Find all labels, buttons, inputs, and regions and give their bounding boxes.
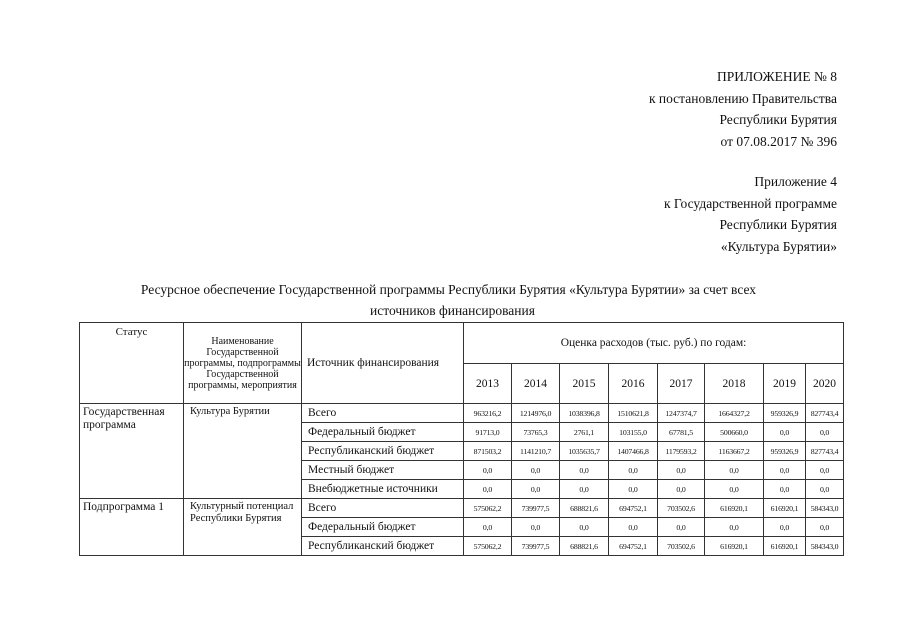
year-header: 2018 bbox=[705, 364, 764, 404]
document-title-line1: Ресурсное обеспечение Государственной программы Республики Бурятия «Культура Бурятии» за счет всех bbox=[140, 282, 757, 297]
expense-value: 0,0 bbox=[512, 461, 560, 480]
expense-value: 0,0 bbox=[658, 480, 705, 499]
expense-value: 827743,4 bbox=[806, 442, 844, 461]
expense-value: 694752,1 bbox=[609, 537, 658, 556]
expense-value: 616920,1 bbox=[764, 537, 806, 556]
funding-source: Республиканский бюджет bbox=[302, 537, 464, 556]
expense-value: 1407466,8 bbox=[609, 442, 658, 461]
expense-value: 0,0 bbox=[764, 518, 806, 537]
expense-value: 1664327,2 bbox=[705, 404, 764, 423]
expense-value: 616920,1 bbox=[705, 537, 764, 556]
year-header: 2020 bbox=[806, 364, 844, 404]
expense-value: 1141210,7 bbox=[512, 442, 560, 461]
expense-value: 959326,9 bbox=[764, 442, 806, 461]
expense-value: 2761,1 bbox=[560, 423, 609, 442]
expense-value: 0,0 bbox=[764, 423, 806, 442]
year-header: 2016 bbox=[609, 364, 658, 404]
expense-value: 0,0 bbox=[658, 461, 705, 480]
appendix-header bbox=[649, 66, 837, 152]
expense-value: 688821,6 bbox=[560, 537, 609, 556]
expense-value: 0,0 bbox=[806, 480, 844, 499]
funding-source: Республиканский бюджет bbox=[302, 442, 464, 461]
year-header: 2015 bbox=[560, 364, 609, 404]
program-republic: Республики Бурятия bbox=[719, 217, 837, 232]
expense-value: 0,0 bbox=[764, 461, 806, 480]
expense-value: 0,0 bbox=[464, 461, 512, 480]
expense-value: 91713,0 bbox=[464, 423, 512, 442]
expense-value: 1510621,8 bbox=[609, 404, 658, 423]
expense-value: 103155,0 bbox=[609, 423, 658, 442]
header-funding-source: Источник финансирования bbox=[302, 323, 464, 404]
expense-value: 1038396,8 bbox=[560, 404, 609, 423]
row-program-name: Культура Бурятии bbox=[184, 404, 302, 499]
expense-value: 0,0 bbox=[560, 518, 609, 537]
expense-value: 1179593,2 bbox=[658, 442, 705, 461]
header-expense-estimate: Оценка расходов (тыс. руб.) по годам: bbox=[464, 323, 844, 364]
funding-source: Федеральный бюджет bbox=[302, 423, 464, 442]
year-header: 2013 bbox=[464, 364, 512, 404]
expense-value: 963216,2 bbox=[464, 404, 512, 423]
expense-value: 0,0 bbox=[609, 461, 658, 480]
row-status: Государственная программа bbox=[80, 404, 184, 499]
appendix-number: ПРИЛОЖЕНИЕ № 8 bbox=[716, 69, 837, 84]
program-appendix-number: Приложение 4 bbox=[754, 174, 837, 189]
expense-value: 0,0 bbox=[764, 480, 806, 499]
expense-value: 1163667,2 bbox=[705, 442, 764, 461]
year-header: 2014 bbox=[512, 364, 560, 404]
expense-value: 0,0 bbox=[512, 480, 560, 499]
expense-value: 739977,5 bbox=[512, 537, 560, 556]
expense-value: 1214976,0 bbox=[512, 404, 560, 423]
expense-value: 616920,1 bbox=[705, 499, 764, 518]
expense-value: 0,0 bbox=[560, 461, 609, 480]
funding-source: Федеральный бюджет bbox=[302, 518, 464, 537]
funding-source: Всего bbox=[302, 404, 464, 423]
document-title-line2: источников финансирования bbox=[370, 303, 535, 318]
expense-value: 0,0 bbox=[464, 518, 512, 537]
expense-value: 1247374,7 bbox=[658, 404, 705, 423]
funding-source: Местный бюджет bbox=[302, 461, 464, 480]
expense-value: 0,0 bbox=[806, 461, 844, 480]
expense-value: 575062,2 bbox=[464, 537, 512, 556]
expense-value: 0,0 bbox=[705, 461, 764, 480]
expense-value: 0,0 bbox=[705, 480, 764, 499]
expense-value: 703502,6 bbox=[658, 537, 705, 556]
expense-value: 584343,0 bbox=[806, 537, 844, 556]
expense-value: 959326,9 bbox=[764, 404, 806, 423]
resolution-date: от 07.08.2017 № 396 bbox=[720, 133, 837, 149]
expense-value: 0,0 bbox=[609, 518, 658, 537]
header-program-name: Наименование Государственной программы, подпрограммы Государственной программы, мероприятия bbox=[184, 323, 302, 404]
row-program-name: Культурный потенциал Республики Бурятия bbox=[184, 499, 302, 556]
expense-value: 500660,0 bbox=[705, 423, 764, 442]
program-appendix-header bbox=[664, 171, 837, 257]
table-row bbox=[80, 499, 844, 518]
expense-value: 584343,0 bbox=[806, 499, 844, 518]
expense-value: 703502,6 bbox=[658, 499, 705, 518]
expense-value: 0,0 bbox=[512, 518, 560, 537]
expense-value: 827743,4 bbox=[806, 404, 844, 423]
expense-value: 694752,1 bbox=[609, 499, 658, 518]
program-name: «Культура Бурятии» bbox=[720, 238, 837, 254]
funding-source: Всего bbox=[302, 499, 464, 518]
expense-value: 688821,6 bbox=[560, 499, 609, 518]
year-header: 2019 bbox=[764, 364, 806, 404]
expense-value: 73765,3 bbox=[512, 423, 560, 442]
expense-value: 0,0 bbox=[464, 480, 512, 499]
expense-value: 0,0 bbox=[560, 480, 609, 499]
expense-value: 871503,2 bbox=[464, 442, 512, 461]
row-status: Подпрограмма 1 bbox=[80, 499, 184, 556]
expense-value: 0,0 bbox=[705, 518, 764, 537]
year-header: 2017 bbox=[658, 364, 705, 404]
header-status: Статус bbox=[80, 323, 184, 404]
resolution-reference: к постановлению Правительства bbox=[648, 90, 837, 106]
expense-value: 0,0 bbox=[658, 518, 705, 537]
expense-value: 616920,1 bbox=[764, 499, 806, 518]
republic-name: Республики Бурятия bbox=[719, 112, 837, 127]
funding-source: Внебюджетные источники bbox=[302, 480, 464, 499]
expense-value: 0,0 bbox=[806, 423, 844, 442]
expense-value: 0,0 bbox=[609, 480, 658, 499]
table-row bbox=[80, 404, 844, 423]
expense-value: 1035635,7 bbox=[560, 442, 609, 461]
program-reference: к Государственной программе bbox=[663, 195, 837, 211]
expense-value: 575062,2 bbox=[464, 499, 512, 518]
budget-table bbox=[79, 322, 844, 556]
expense-value: 739977,5 bbox=[512, 499, 560, 518]
expense-value: 0,0 bbox=[806, 518, 844, 537]
expense-value: 67781,5 bbox=[658, 423, 705, 442]
